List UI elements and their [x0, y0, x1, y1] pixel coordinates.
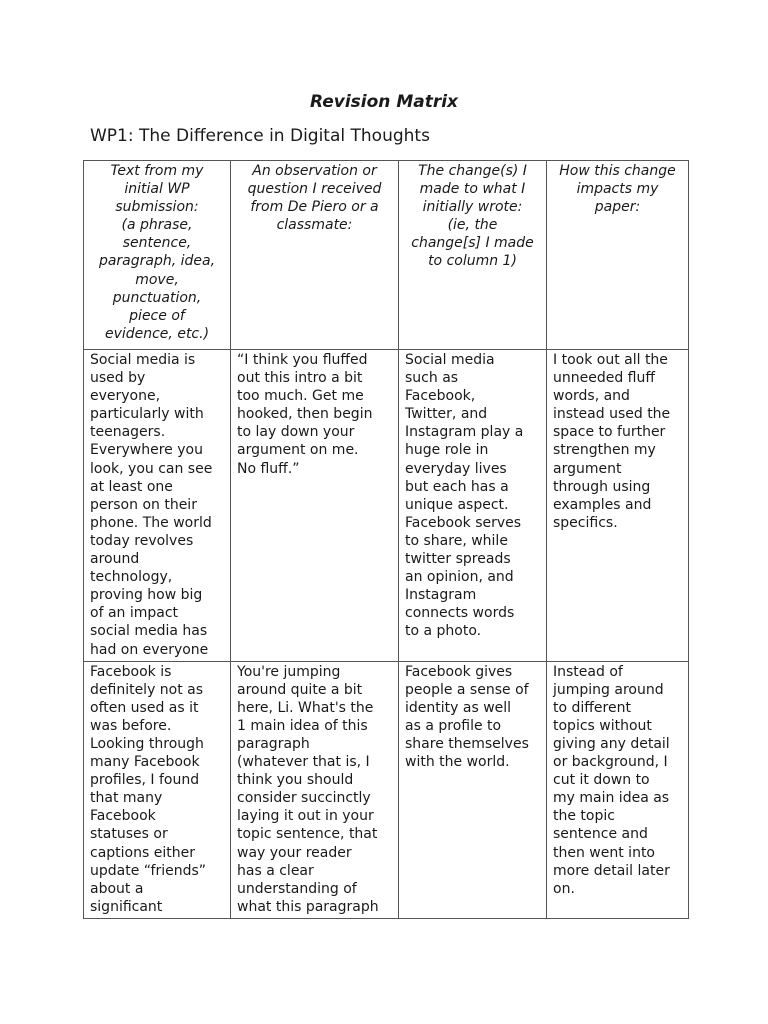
table-row	[84, 350, 689, 662]
table-cell: Social media such as Facebook, Twitter, and Instagram play a huge role in everyday lives but each has a unique aspect. Facebook serves to share, while twitter spreads an opinion, and Instagram connects words to a photo.	[399, 350, 547, 662]
revision-matrix-table	[83, 160, 689, 919]
header-cell-change: The change(s) I made to what I initially wrote: (ie, the change[s] I made to column 1)	[399, 161, 547, 350]
table-cell: Facebook gives people a sense of identity as well as a profile to share themselves with the world.	[399, 661, 547, 918]
table-cell: Facebook is definitely not as often used as it was before. Looking through many Facebook profiles, I found that many Facebook statuses or captions either update “friends” about a significant	[84, 661, 231, 918]
table-cell: Social media is used by everyone, particularly with teenagers. Everywhere you look, you can see at least one person on their phone. The world today revolves around technology, proving how big of an impact social media has had on everyone	[84, 350, 231, 662]
header-cell-observation: An observation or question I received from De Piero or a classmate:	[231, 161, 399, 350]
table-cell: “I think you fluffed out this intro a bit too much. Get me hooked, then begin to lay down your argument on me. No fluff.”	[231, 350, 399, 662]
header-cell-impact: How this change impacts my paper:	[547, 161, 689, 350]
table-cell: I took out all the unneeded fluff words, and instead used the space to further strengthen my argument through using examples and specifics.	[547, 350, 689, 662]
table-header-row	[84, 161, 689, 350]
document-heading: WP1: The Difference in Digital Thoughts	[90, 126, 430, 146]
page-title: Revision Matrix	[309, 92, 459, 112]
header-cell-original-text: Text from my initial WP submission: (a phrase, sentence, paragraph, idea, move, punctuation, piece of evidence, etc.)	[84, 161, 231, 350]
table-cell: Instead of jumping around to different topics without giving any detail or background, I cut it down to my main idea as the topic sentence and then went into more detail later on.	[547, 661, 689, 918]
table-row	[84, 661, 689, 918]
table-cell: You're jumping around quite a bit here, Li. What's the 1 main idea of this paragraph (whatever that is, I think you should consider succinctly laying it out in your topic sentence, that way your reader has a clear understanding of what this paragraph	[231, 661, 399, 918]
